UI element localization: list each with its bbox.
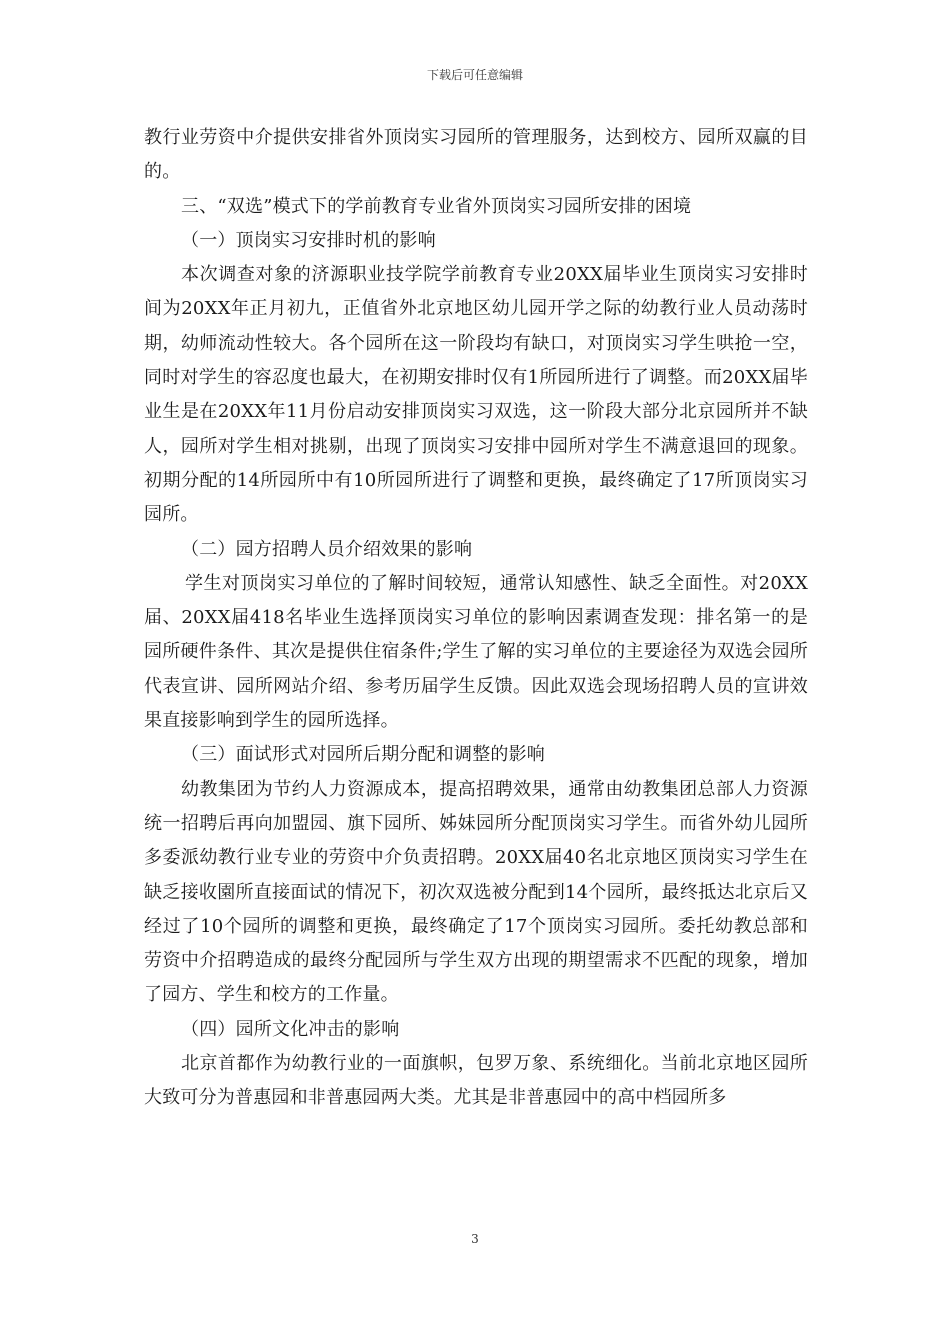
subheading-1: （一）顶岗实习安排时机的影响 (181, 229, 436, 251)
section-heading-3: 三、“双选”模式下的学前教育专业省外顶岗实习园所安排的困境 (181, 195, 692, 217)
page-number: 3 (471, 1232, 479, 1246)
paragraph-recruiters: 学生对顶岗实习单位的了解时间较短，通常认知感性、缺乏全面性。对20XX届、20XX届418名毕业生选择顶岗实习单位的影响因素调查发现：排名第一的是园所硬件条件、其次是提供住宿条件;学生了解的实习单位的主要途径为双选会园所代表宣讲、园所网站介绍、参考历届学生反馈。因此双选会现场招聘人员的宣讲效果直接影响到学生的园所选择。 (144, 572, 808, 732)
document-body (144, 121, 808, 1116)
subheading-2: （二）园方招聘人员介绍效果的影响 (181, 538, 473, 560)
paragraph-interview: 幼教集团为节约人力资源成本，提高招聘效果，通常由幼教集团总部人力资源统一招聘后再向加盟园、旗下园所、姊妹园所分配顶岗实习学生。而省外幼儿园所多委派幼教行业专业的劳资中介负责招聘。20XX届40名北京地区顶岗实习学生在缺乏接收園所直接面试的情况下，初次双选被分配到14个园所，最终抵达北京后又经过了10个园所的调整和更换，最终确定了17个顶岗实习园所。委托幼教总部和劳资中介招聘造成的最终分配园所与学生双方出现的期望需求不匹配的现象，增加了园方、学生和校方的工作量。 (144, 778, 808, 1006)
paragraph-timing: 本次调查对象的济源职业技学院学前教育专业20XX届毕业生顶岗实习安排时间为20XX年正月初九，正值省外北京地区幼儿园开学之际的幼教行业人员动荡时期，幼师流动性较大。各个园所在这一阶段均有缺口，对顶岗实习学生哄抢一空，同时对学生的容忍度也最大，在初期安排时仅有1所园所进行了调整。而20XX届毕业生是在20XX年11月份启动安排顶岗实习双选，这一阶段大部分北京园所并不缺人，园所对学生相对挑剔，出现了顶岗实习安排中园所对学生不满意退回的现象。初期分配的14所园所中有10所园所进行了调整和更换，最终确定了17所顶岗实习园所。 (144, 264, 808, 526)
page-header: 下载后可任意编辑 (426, 68, 523, 82)
subheading-3: （三）面试形式对园所后期分配和调整的影响 (181, 744, 545, 766)
paragraph-culture: 北京首都作为幼教行业的一面旗帜，包罗万象、系统细化。当前北京地区园所大致可分为普惠园和非普惠园两大类。尤其是非普惠园中的高中档园所多 (144, 1053, 808, 1109)
paragraph-continuation: 教行业劳资中介提供安排省外顶岗实习园所的管理服务，达到校方、园所双赢的目的。 (144, 127, 808, 183)
subheading-4: （四）园所文化冲击的影响 (181, 1018, 400, 1040)
